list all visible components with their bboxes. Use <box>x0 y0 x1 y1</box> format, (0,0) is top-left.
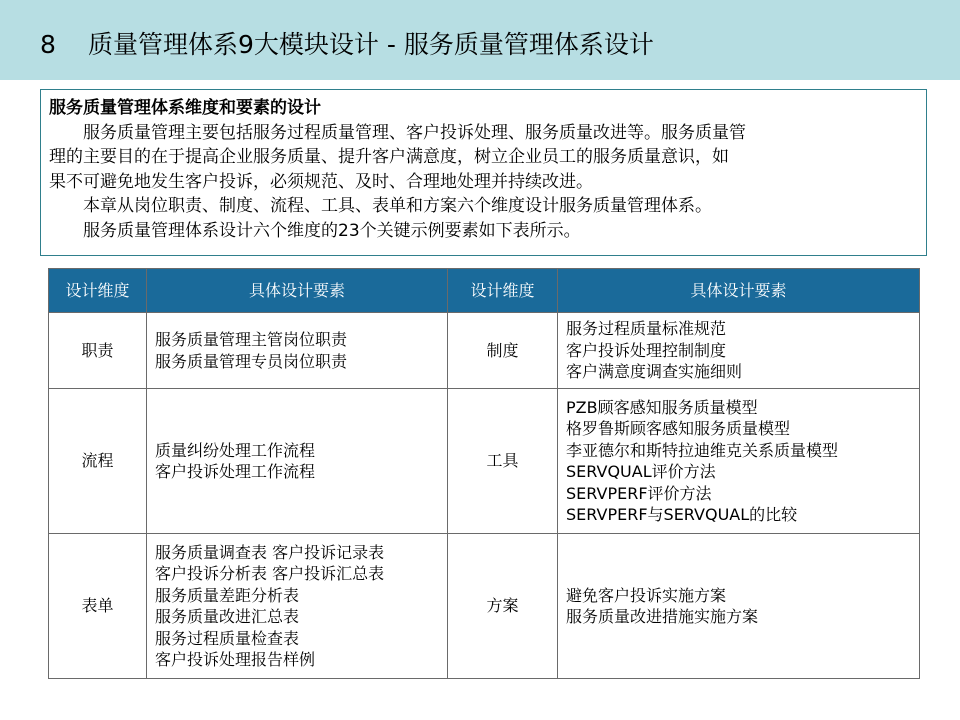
dimension-cell: 制度 <box>448 313 558 389</box>
element-item: 格罗鲁斯顾客感知服务质量模型 <box>566 419 791 438</box>
elements-cell <box>558 534 920 679</box>
element-item: 服务质量调查表 客户投诉记录表 <box>155 542 385 562</box>
element-item: 客户投诉处理控制制度 <box>566 340 727 360</box>
header-elements-left: 具体设计要素 <box>147 269 448 313</box>
intro-heading: 服务质量管理体系维度和要素的设计 <box>49 98 321 118</box>
header-dimension-right: 设计维度 <box>448 269 558 313</box>
table-header-row <box>49 269 920 313</box>
element-item: 服务质量差距分析表 <box>155 585 300 605</box>
table-row <box>49 313 920 389</box>
intro-paragraph-2: 本章从岗位职责、制度、流程、工具、表单和方案六个维度设计服务质量管理体系。 <box>83 196 712 216</box>
header-dimension-left: 设计维度 <box>49 269 147 313</box>
dimension-cell: 方案 <box>448 534 558 679</box>
element-item: 客户投诉处理工作流程 <box>155 462 316 481</box>
element-item: 避免客户投诉实施方案 <box>566 585 727 605</box>
table-row <box>49 389 920 534</box>
element-item: 服务质量改进措施实施方案 <box>566 607 759 626</box>
dimension-cell: 工具 <box>448 389 558 534</box>
page-title: 质量管理体系9大模块设计 - 服务质量管理体系设计 <box>88 30 654 59</box>
intro-paragraph-3: 服务质量管理体系设计六个维度的23个关键示例要素如下表所示。 <box>83 220 581 241</box>
element-item: 李亚德尔和斯特拉迪维克关系质量模型 <box>566 440 839 460</box>
dimension-cell: 流程 <box>49 389 147 534</box>
elements-cell <box>147 389 448 534</box>
elements-cell <box>147 313 448 389</box>
element-item: SERVQUAL评价方法 <box>566 462 716 481</box>
table-row <box>49 534 920 679</box>
element-item: 服务质量管理主管岗位职责 <box>155 330 348 349</box>
elements-cell <box>558 389 920 534</box>
intro-paragraph-1: 服务质量管理主要包括服务过程质量管理、客户投诉处理、服务质量改进等。服务质量管 理的主要目的在于提高企业服务质量、提升客户满意度，树立企业员工的服务质量意识，如 果不可避免地发生客户投诉，必须规范、及时、合理地处理并持续改进。 <box>49 122 746 192</box>
element-item: SERVPERF评价方法 <box>566 483 712 503</box>
element-item: PZB顾客感知服务质量模型 <box>566 397 758 417</box>
element-item: 服务过程质量标准规范 <box>566 319 727 339</box>
elements-cell <box>558 313 920 389</box>
section-number: 8 <box>40 30 56 59</box>
element-item: 服务过程质量检查表 <box>155 628 300 648</box>
intro-box <box>40 89 927 256</box>
element-item: 服务质量管理专员岗位职责 <box>155 351 348 371</box>
element-item: SERVPERF与SERVQUAL的比较 <box>566 505 798 524</box>
element-item: 客户满意度调查实施细则 <box>566 362 743 382</box>
element-item: 客户投诉处理报告样例 <box>155 650 316 669</box>
element-item: 客户投诉分析表 客户投诉汇总表 <box>155 564 385 583</box>
elements-cell <box>147 534 448 679</box>
dimension-cell: 职责 <box>49 313 147 389</box>
element-item: 质量纠纷处理工作流程 <box>155 440 316 460</box>
dimension-table <box>48 268 920 679</box>
element-item: 服务质量改进汇总表 <box>155 607 300 626</box>
dimension-cell: 表单 <box>49 534 147 679</box>
header-elements-right: 具体设计要素 <box>558 269 920 313</box>
title-bar <box>0 0 960 80</box>
